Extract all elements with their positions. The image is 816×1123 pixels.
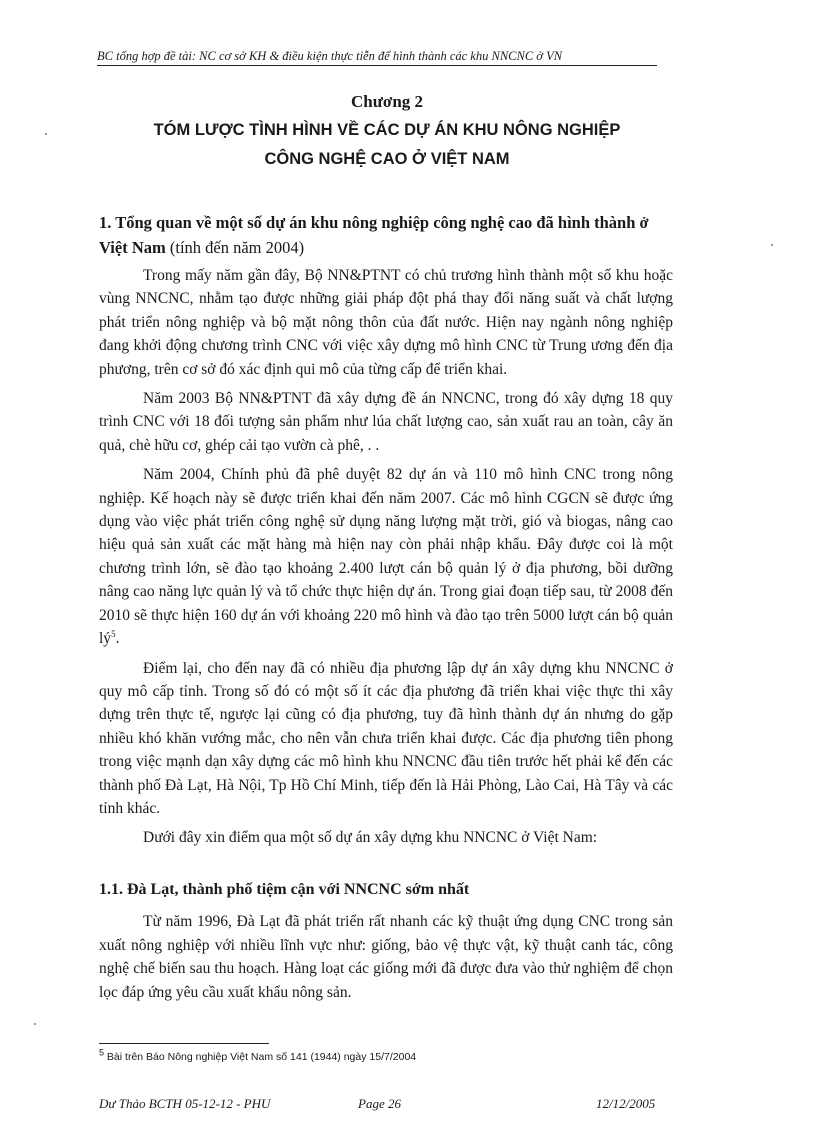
running-header: BC tổng hợp đề tài: NC cơ sở KH & điều kiện thực tiễn để hình thành các khu NNCNC ở VN <box>97 49 657 66</box>
section-1-1-heading: 1.1. Đà Lạt, thành phố tiệm cận với NNCNC sớm nhất <box>99 881 470 898</box>
chapter-title-line-2: CÔNG NGHỆ CAO Ở VIỆT NAM <box>264 150 510 168</box>
chapter-title <box>97 116 677 174</box>
footer-draft: Dư Thảo BCTH 05-12-12 - PHU <box>99 1096 271 1111</box>
paragraph-4: Điểm lại, cho đến nay đã có nhiều địa phương lập dự án xây dựng khu NNCNC ở quy mô cấp tỉnh. Trong số đó có một số ít các địa phương đã triển khai việc thực thi xây dựng trên thực tế, ngược lại cũng có địa phương, tuy đã hình thành dự án nhưng do gặp nhiều khó khăn vướng mắc, cho nên vẫn chưa triển khai được. Các địa phương tiên phong trong việc mạnh dạn xây dựng các mô hình khu NNCNC đầu tiên trước hết phải kể đến các thành phố Đà Lạt, Hà Nội, Tp Hồ Chí Minh, tiếp đến là Hải Phòng, Lào Cai, Hà Tây và các tỉnh khác. <box>99 659 673 817</box>
footnote-ref[interactable]: 5 <box>111 628 116 639</box>
paragraph-3-text: Năm 2004, Chính phủ đã phê duyệt 82 dự án và 110 mô hình CNC trong nông nghiệp. Kế hoạch này sẽ được triển khai đến năm 2007. Các mô hình CGCN sẽ được ứng dụng vào việc phát triển công nghệ sử dụng năng lượng mặt trời, gió và biogas, nâng cao hiệu quả sản xuất các mặt hàng mà hiện nay còn phải nhập khẩu. Đây được coi là một chương trình lớn, sẽ đào tạo khoảng 2.400 lượt cán bộ quản lý ở địa phương, bồi dưỡng nâng cao năng lực quản lý và tổ chức thực hiện dự án. Trong giai đoạn tiếp sau, từ 2008 đến 2010 sẽ thực hiện 160 dự án với khoảng 220 mô hình và đào tạo trên 5000 lượt cán bộ quản lý <box>99 466 673 648</box>
scan-speck <box>34 1023 36 1025</box>
section-1-1 <box>99 878 673 1004</box>
paragraph-1: Trong mấy năm gần đây, Bộ NN&PTNT có chủ trương hình thành một số khu hoặc vùng NNCNC, nhằm tạo được những giải pháp đột phá thay đổi năng suất và chất lượng phát triển nông nghiệp và bộ mặt nông thôn của đất nước. Hiện nay ngành nông nghiệp đang khởi động chương trình CNC với việc xây dựng mô hình CNC từ Trung ương đến địa phương, trên cơ sở đó xác định qui mô của từng cấp để triển khai. <box>99 267 673 378</box>
paragraph-3 <box>99 463 673 650</box>
chapter-title-line-1: TÓM LƯỢC TÌNH HÌNH VỀ CÁC DỰ ÁN KHU NÔNG NGHIỆP <box>153 121 621 139</box>
chapter-number: Chương 2 <box>350 92 424 111</box>
paragraph-2: Năm 2003 Bộ NN&PTNT đã xây dựng đề án NNCNC, trong đó xây dựng 18 quy trình CNC với 18 đối tượng sản phẩm như lúa chất lượng cao, sản xuất rau an toàn, cây ăn quả, chè hữu cơ, ghép cải tạo vườn cà phê, . . <box>99 390 673 454</box>
paragraph-3-end: . <box>115 630 120 648</box>
section-1 <box>99 210 673 850</box>
section-1-heading-bold: 1. Tổng quan về một số dự án khu nông nghiệp công nghệ cao đã hình thành ở Việt Nam <box>99 213 649 257</box>
section-1-heading-note: (tính đến năm 2004) <box>165 238 305 257</box>
footer-date: 12/12/2005 <box>596 1096 656 1111</box>
footnote <box>99 1047 417 1063</box>
footer-page-number: Page 26 <box>358 1096 401 1111</box>
section-1-1-paragraph: Từ năm 1996, Đà Lạt đã phát triển rất nhanh các kỹ thuật ứng dụng CNC trong sản xuất nông nghiệp với nhiều lĩnh vực như: giống, bảo vệ thực vật, kỹ thuật canh tác, công nghệ chế biến sau thu hoạch. Hàng loạt các giống mới đã được đưa vào thử nghiệm để chọn lọc đáp ứng yêu cầu xuất khẩu nông sản. <box>99 913 673 1001</box>
scan-speck <box>771 244 773 246</box>
footnote-marker: 5 <box>99 1047 105 1058</box>
footnote-text: Bài trên Báo Nông nghiệp Việt Nam số 141 (1944) ngày 15/7/2004 <box>104 1051 417 1063</box>
scan-speck <box>45 133 47 135</box>
paragraph-5: Dưới đây xin điểm qua một số dự án xây dựng khu NNCNC ở Việt Nam: <box>143 829 598 847</box>
footnote-divider <box>99 1043 269 1044</box>
section-1-heading <box>99 210 673 260</box>
